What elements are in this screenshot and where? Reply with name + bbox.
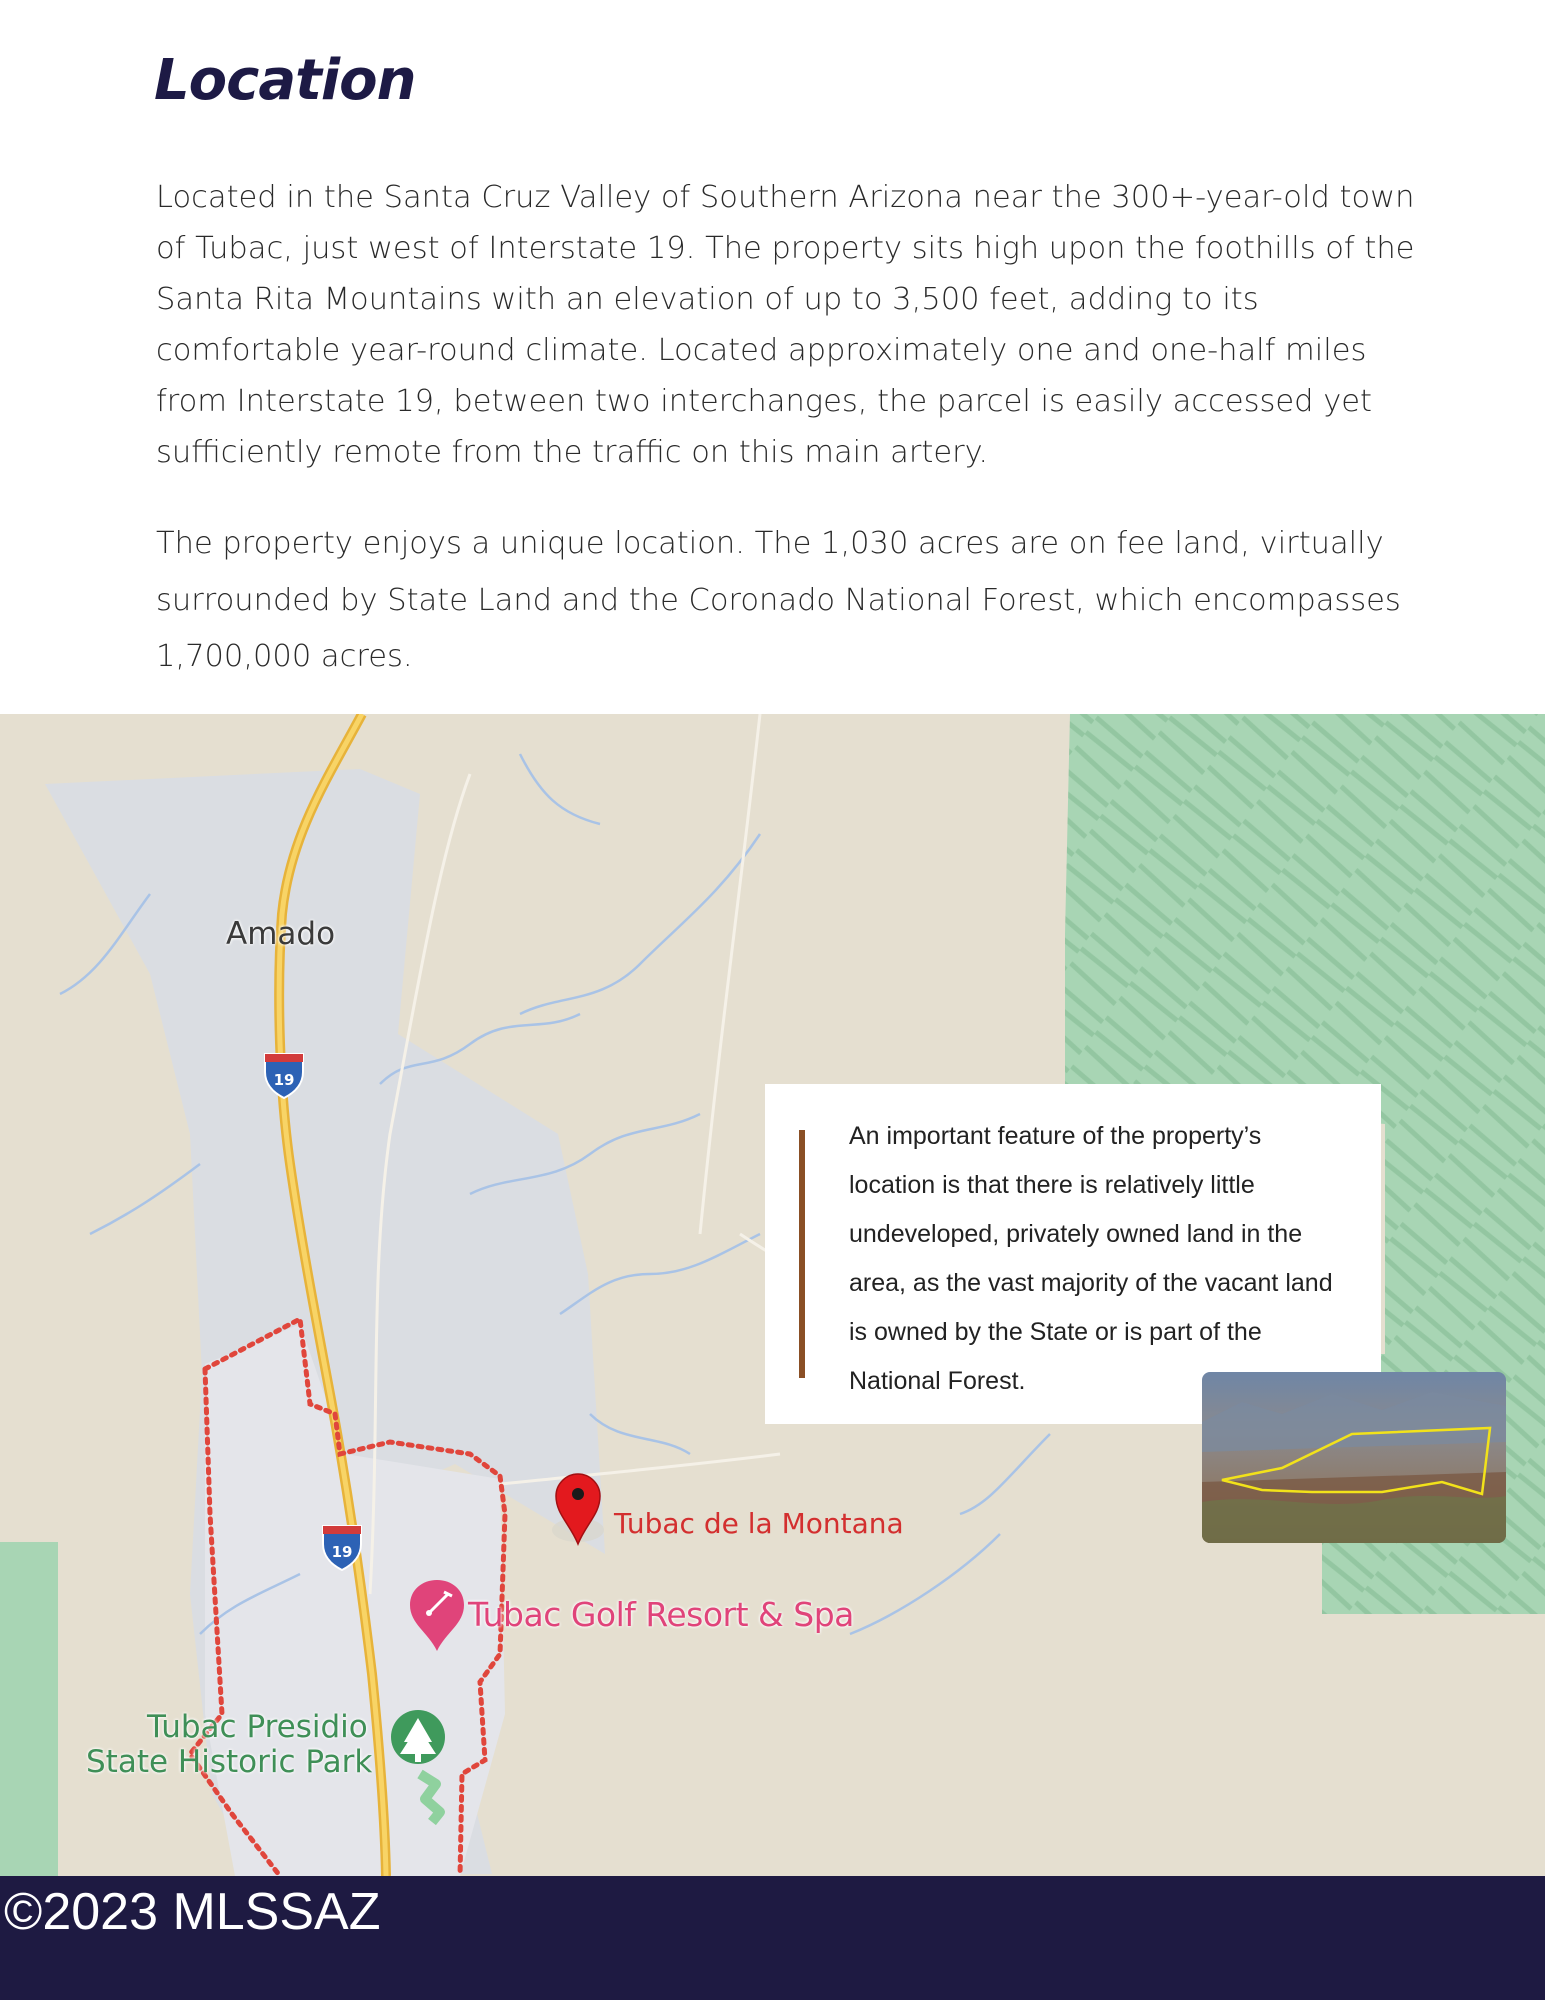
forest-area-west [0, 1542, 58, 1876]
map-label-amado: Amado [226, 916, 336, 952]
aerial-photo [1202, 1372, 1506, 1543]
callout-accent-bar [799, 1130, 805, 1378]
svg-text:19: 19 [273, 1071, 295, 1089]
footer [0, 1876, 1545, 2000]
intro-paragraph: Located in the Santa Cruz Valley of Southern Arizona near the 300+-year-old town of Tubac, just west of Interstate 19. The property sits high upon the foothills of the Santa Rita Mountains with an elevation of up to 3,500 feet, adding to its comfortable year-round climate. Located approximately one and one-half miles from Interstate 19, between two interchanges, the parcel is easily accessed yet sufficiently remote from the traffic on this main artery. [156, 180, 1415, 470]
map-label-park-line2: State Historic Park [86, 1744, 373, 1780]
map-label-park-line1: Tubac Presidio [147, 1709, 368, 1745]
callout-text: An important feature of the property’s location is that there is relatively little undeveloped, privately owned land in the area, as the vast majority of the vacant land is owned by the State or is part of the National Forest. [849, 1122, 1333, 1395]
map-label-golf-resort: Tubac Golf Resort & Spa [468, 1595, 854, 1634]
page-title: Location [154, 48, 416, 113]
svg-text:19: 19 [331, 1543, 353, 1561]
copyright-text: ©2023 MLSSAZ [4, 1883, 381, 1941]
map-label-property: Tubac de la Montana [614, 1507, 904, 1540]
location-paragraph: The property enjoys a unique location. The 1,030 acres are on fee land, virtually surrounded by State Land and the Coronado National Forest, which encompasses 1,700,000 acres. [156, 526, 1401, 674]
